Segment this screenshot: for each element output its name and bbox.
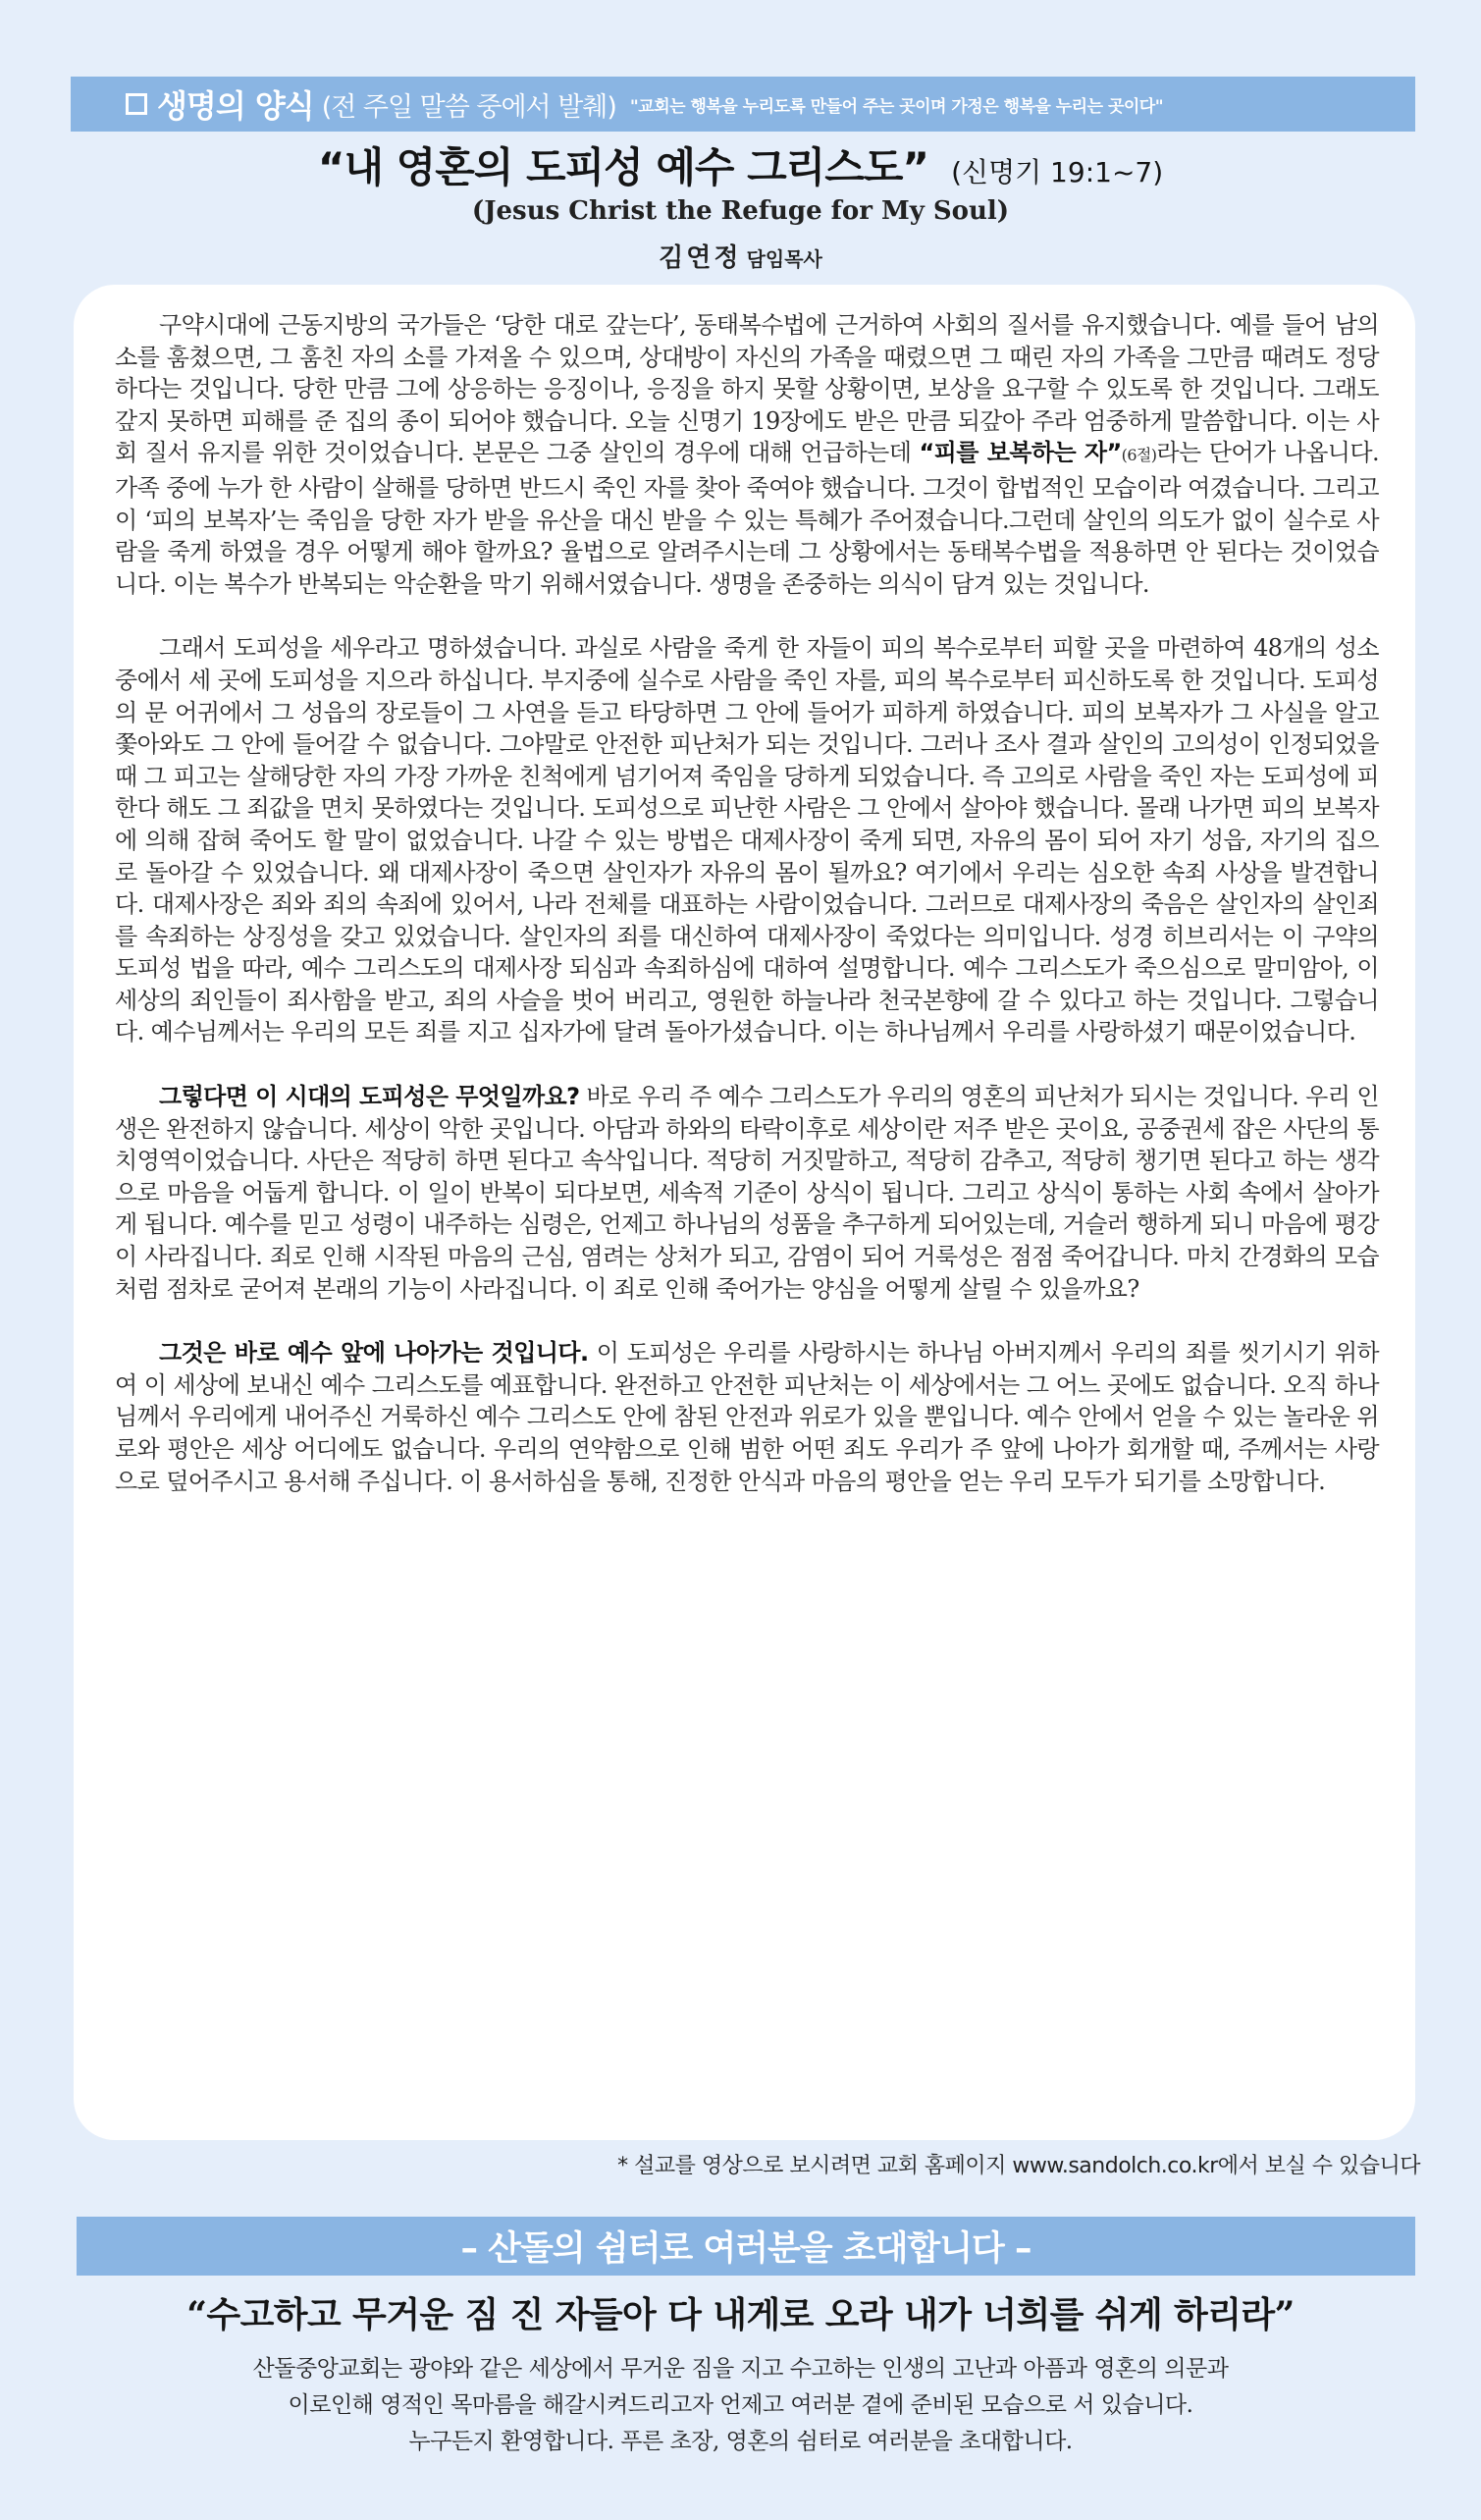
p1-text-a: 구약시대에 근동지방의 국가들은 ‘당한 대로 갚는다’, 동태복수법에 근거하여 사회의 질서를 유지했습니다. 예를 들어 남의 소를 훔쳤으면, 그 훔친 자의 소를 가져올 수 있으며, 상대방이 자신의 가족을 때렸으면 그 때린 자의 가족을 그만큼 때려도 정당하다는 것입니다. 당한 만큼 그에 상응하는 응징이나, 응징을 하지 못할 상황이면, 보상을 요구할 수 있도록 한 것입니다. 그래도 갚지 못하면 피해를 준 집의 종이 되어야 했습니다. 오늘 신명기 19장에도 받은 만큼 되갚아 주라 엄중하게 말씀합니다. 이는 사회 질서 유지를 위한 것이었습니다. 본문은 그중 살인의 경우에 대해 언급하는데 — [115, 311, 1379, 467]
sermon-title-line — [0, 135, 1481, 194]
section-subtitle: (전 주일 말씀 중에서 발췌) — [321, 91, 616, 123]
checkbox-square-icon — [126, 93, 147, 115]
paragraph-1 — [115, 309, 1379, 600]
section-title: 생명의 양식 — [157, 87, 314, 125]
invite-line-2: 이로인해 영적인 목마름을 해갈시켜드리고자 언제고 여러분 곁에 준비된 모습으로 서 있습니다. — [288, 2392, 1193, 2418]
invite-line-3: 누구든지 환영합니다. 푸른 초장, 영혼의 쉼터로 여러분을 초대합니다. — [408, 2429, 1073, 2454]
scripture-reference: (신명기 19:1~7) — [951, 156, 1164, 188]
invite-verse: “수고하고 무거운 짐 진 자들아 다 내게로 오라 내가 너희를 쉬게 하리라” — [186, 2294, 1295, 2335]
paragraph-3 — [115, 1081, 1379, 1305]
invite-line-1: 산돌중앙교회는 광야와 같은 세상에서 무거운 짐을 지고 수고하는 인생의 고난과 아픔과 영혼의 의문과 — [252, 2356, 1229, 2382]
paragraph-4 — [115, 1337, 1379, 1497]
church-motto: "교회는 행복을 누리도록 만들어 주는 곳이며 가정은 행복을 누리는 곳이다" — [629, 96, 1164, 117]
invite-title: – 산돌의 쉼터로 여러분을 초대합니다 – — [460, 2229, 1031, 2269]
paragraph-2: 그래서 도피성을 세우라고 명하셨습니다. 과실로 사람을 죽게 한 자들이 피의 복수로부터 피할 곳을 마련하여 48개의 성소 중에서 세 곳에 도피성을 지으라 하십니다. 부지중에 실수로 사람을 죽인 자를, 피의 복수로부터 피신하도록 한 것입니다. 도피성의 문 어귀에서 그 성읍의 장로들이 그 사연을 듣고 타당하면 그 안에 들어가 피하게 하였습니다. 피의 보복자가 그 사실을 알고 쫓아와도 그 안에 들어갈 수 없습니다. 그야말로 안전한 피난처가 되는 것입니다. 그러나 조사 결과 살인의 고의성이 인정되었을 때 그 피고는 살해당한 자의 가장 가까운 친척에게 넘기어져 죽임을 당하게 되었습니다. 즉 고의로 사람을 죽인 자는 도피성에 피한다 해도 그 죄값을 면치 못하였다는 것입니다. 도피성으로 피난한 사람은 그 안에서 살아야 했습니다. 몰래 나가면 피의 보복자에 의해 잡혀 죽어도 할 말이 없었습니다. 나갈 수 있는 방법은 대제사장이 죽게 되면, 자유의 몸이 되어 자기 성읍, 자기의 집으로 돌아갈 수 있었습니다. 왜 대제사장이 죽으면 살인자가 자유의 몸이 될까요? 여기에서 우리는 심오한 속죄 사상을 발견합니다. 대제사장은 죄와 죄의 속죄에 있어서, 나라 전체를 대표하는 사람이었습니다. 그러므로 대제사장의 죽음은 살인자의 살인죄를 속죄하는 상징성을 갖고 있었습니다. 살인자의 죄를 대신하여 대제사장이 죽었다는 의미입니다. 성경 히브리서는 이 구약의 도피성 법을 따라, 예수 그리스도의 대제사장 되심과 속죄하심에 대하여 설명합니다. 예수 그리스도가 죽으심으로 말미암아, 이 세상의 죄인들이 죄사함을 받고, 죄의 사슬을 벗어 버리고, 영원한 하늘나라 천국본향에 갈 수 있다고 하는 것입니다. 그렇습니다. 예수님께서는 우리의 모든 죄를 지고 십자가에 달려 돌아가셨습니다. 이는 하나님께서 우리를 사랑하셨기 때문이었습니다. — [115, 634, 1379, 1046]
sermon-title: “내 영혼의 도피성 예수 그리스도” — [317, 143, 928, 191]
english-title: (Jesus Christ the Refuge for My Soul) — [471, 196, 1010, 226]
p4-highlight: 그것은 바로 예수 앞에 나아가는 것입니다. — [159, 1339, 589, 1367]
invite-body — [0, 2351, 1481, 2460]
header-bar — [71, 77, 1415, 132]
p4-text: 이 도피성은 우리를 사랑하시는 하나님 아버지께서 우리의 죄를 씻기시기 위하여 이 세상에 보내신 예수 그리스도를 예표합니다. 완전하고 안전한 피난처는 이 세상에서는 그 어느 곳에도 없습니다. 오직 하나님께서 우리에게 내어주신 거룩하신 예수 그리스도 안에 참된 안전과 위로가 있을 뿐입니다. 예수 안에서 얻을 수 있는 놀라운 위로와 평안은 세상 어디에도 없습니다. 우리의 연약함으로 인해 범한 어떤 죄도 우리가 주 앞에 나아가 회개할 때, 주께서는 사랑으로 덮어주시고 용서해 주십니다. 이 용서하심을 통해, 진정한 안식과 마음의 평안을 얻는 우리 모두가 되기를 소망합니다. — [115, 1339, 1379, 1495]
video-note: * 설교를 영상으로 보시려면 교회 홈페이지 www.sandolch.co.kr에서 보실 수 있습니다 — [617, 2154, 1420, 2178]
author-line — [0, 238, 1481, 274]
p3-text: 바로 우리 주 예수 그리스도가 우리의 영혼의 피난처가 되시는 것입니다. 우리 인생은 완전하지 않습니다. 세상이 악한 곳입니다. 아담과 하와의 타락이후로 세상이란 저주 받은 곳이요, 공중권세 잡은 사단의 통치영역이었습니다. 사단은 적당히 하면 된다고 속삭입니다. 적당히 거짓말하고, 적당히 감추고, 적당히 챙기면 된다고 하는 생각으로 마음을 어둡게 합니다. 이 일이 반복이 되다보면, 세속적 기준이 상식이 됩니다. 그리고 상식이 통하는 사회 속에서 살아가게 됩니다. 예수를 믿고 성령이 내주하는 심령은, 언제고 하나님의 성품을 추구하게 되어있는데, 거슬러 행하게 되니 마음에 평강이 사라집니다. 죄로 인해 시작된 마음의 근심, 염려는 상처가 되고, 감염이 되어 거룩성은 점점 죽어갑니다. 마치 간경화의 모습처럼 점차로 굳어져 본래의 기능이 사라집니다. 이 죄로 인해 죽어가는 양심을 어떻게 살릴 수 있을까요? — [115, 1083, 1379, 1303]
invite-bar — [77, 2217, 1415, 2276]
author-name: 김연정 — [659, 243, 742, 273]
p1-text-b: 라는 단어가 나옵니다. 가족 중에 누가 한 사람이 살해를 당하면 반드시 죽인 자를 찾아 죽여야 했습니다. 그것이 합법적인 모습이라 여겼습니다. 그리고 이 ‘피의 보복자’는 죽임을 당한 자가 받을 유산을 대신 받을 수 있는 특혜가 주어졌습니다.그런데 살인의 의도가 없이 실수로 사람을 죽게 하였을 경우 어떻게 해야 할까요? 율법으로 알려주시는데 그 상황에서는 동태복수법을 적용하면 안 된다는 것이었습니다. 이는 복수가 반복되는 악순환을 막기 위해서였습니다. 생명을 존중하는 의식이 담겨 있는 것입니다. — [115, 439, 1380, 598]
p1-verse-ref: (6절) — [1121, 446, 1157, 465]
sermon-body — [115, 309, 1379, 1529]
p3-highlight: 그렇다면 이 시대의 도피성은 무엇일까요? — [159, 1083, 580, 1111]
author-role: 담임목사 — [746, 247, 822, 271]
p1-highlight: “피를 보복하는 자” — [919, 439, 1122, 467]
